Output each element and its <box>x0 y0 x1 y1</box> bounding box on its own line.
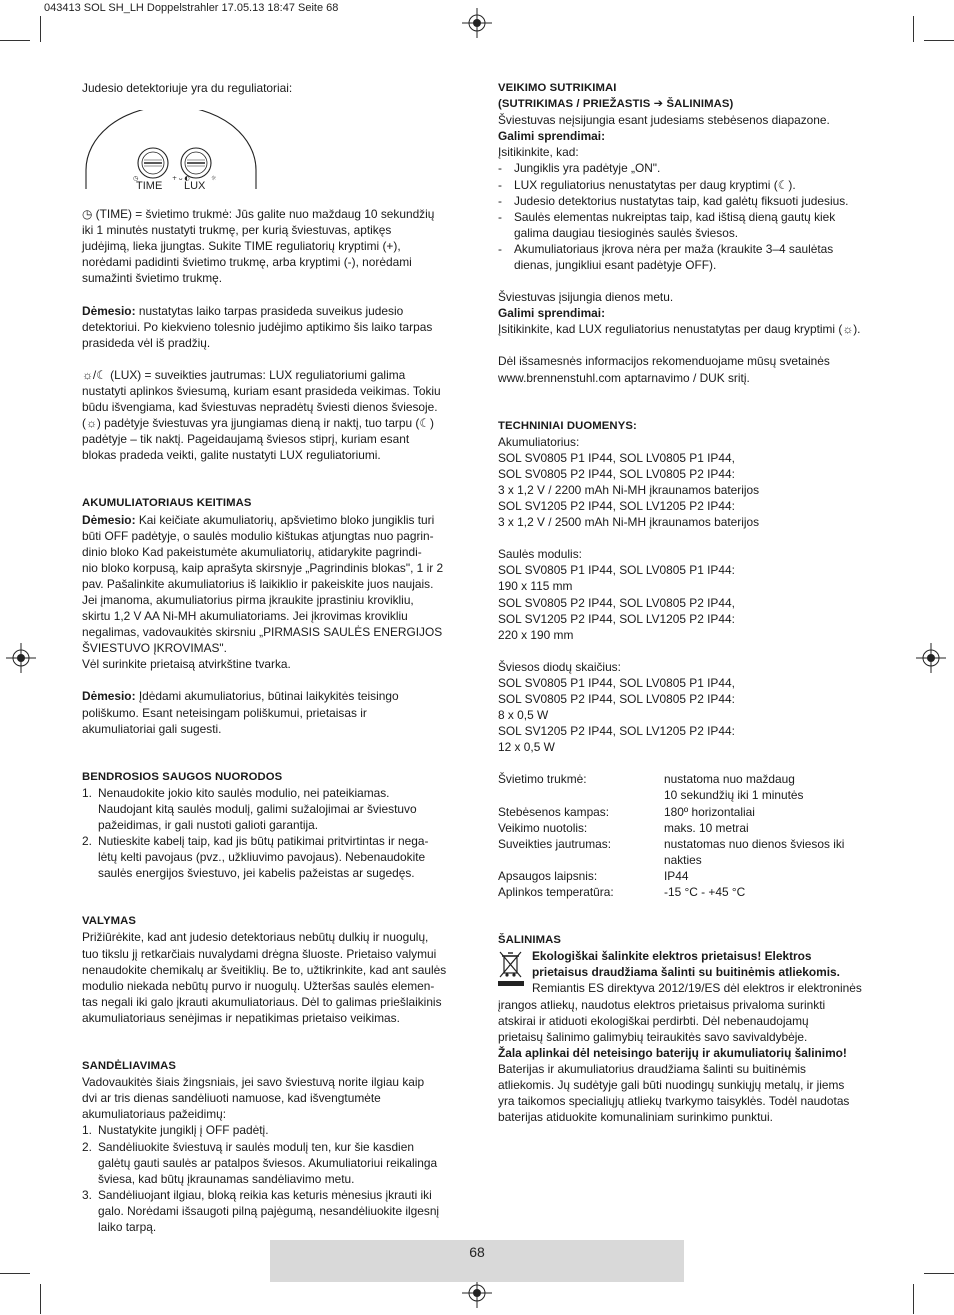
tech-heading: TECHNINIAI DUOMENYS: <box>498 419 637 432</box>
faults-subheading: (SUTRIKIMAS / PRIEŽASTIS ➔ ŠALINIMAS) <box>498 98 734 111</box>
storage-heading: SANDĖLIAVIMAS <box>82 1060 176 1073</box>
faults-heading: VEIKIMO SUTRIKIMAI <box>498 82 617 94</box>
svg-text:◷: ◷ <box>133 175 139 183</box>
svg-text:☼: ☼ <box>211 175 217 183</box>
spec-row: Veikimo nuotolis: maks. 10 metrai <box>498 820 749 835</box>
lux-dial-icon <box>181 148 211 178</box>
lux-paragraph: ☼/☾ (LUX) = suveikties jautrumas: LUX reguliatoriumi galima nustatyti aplinkos šviesumą, kuriam esant prasideda veikimas. Tokiu būdu išvengiama, kad šviestuvas nepradėtų šviesti dienos šviesoje. (☼) padėtyje šviestuvas yra įjungiamas dieną ir naktį, tuo tarpu (☾) padėtyje – tik naktį. Pageidaujamą šviesos stiprį, kuriam esant blokas pradeda veikti, galite nustatyti LUX reguliatoriumi. <box>82 367 441 463</box>
spec-row: Apsaugos laipsnis: IP44 <box>498 868 689 883</box>
page-number-box <box>270 1240 684 1282</box>
intro-text: Judesio detektoriuje yra du reguliatoriai: <box>82 81 293 95</box>
page-number: 68 <box>469 1244 485 1260</box>
list-item: - Jungiklis yra padėtyje „ON". <box>498 161 661 176</box>
print-slug: 043413 SOL SH_LH Doppelstrahler 17.05.13 18:47 Seite 68 <box>44 2 339 14</box>
list-item: 1. Nenaudokite jokio kito saulės modulio, nei pateikiamas. Naudojant kitą saulės modulį, galimi sužalojimai ar šviestuvo pažeidimas, ir gali nustoti galioti garantija. <box>82 785 417 832</box>
cleaning-section: VALYMAS Prižiūrėkite, kad ant judesio detektoriaus nebūtų dulkių ir nuogulų, tuo tikslu jį retkarčiais nuvalydami drėgna šluoste. Prietaiso valymui nenaudokite chemikalų ar šveitiklių. Be to, užtikrinkite, kad ant saulės modulio niekada nebūtų purvo ir nuogulų. Užteršas saulės elemen- tas negali iki galo įkrauti akumuliatoriaus. Dėl to galimas priešlaikinis akumuliatoriaus senėjimas ir nepatikimas prietaiso veikimas. <box>82 913 462 1026</box>
battery-section: AKUMULIATORIAUS KEITIMAS Dėmesio: Kai keičiate akumuliatorių, apšvietimo bloko jungiklis turi būti OFF padėtyje, o saulės modulio kištukas atjungtas nuo pagrin- dinio bloko Kad pakeistumėte akumuliatorių, atidarykite pagrindi- nio bloko korpusą, kaip aprašyta skirsnyje „Pagrindinis blokas", 1 ir 2 pav. Pašalinkite akumuliatorius iš laikiklio ir pakeiskite juos naujais. Jei įmanoma, akumuliatorius pirma įkraukite įprastiniu krovikliu, skirtu 1,2 V AA Ni-MH akumuliatoriams. Jei įkrovimas krovikliu negalimas, vadovaukitės skirsniu „PIRMASIS SAULĖS ENERGIJOS ŠVIESTUVO ĮKROVIMAS". Vėl surinkite prietaisą atvirkštine tvarka. Dėmesio: Įdėdami akumuliatorius, būtinai laikykitės teisingo poliškumo. Esant neteisingam poliškumui, prietaisas ir akumuliatoriai gali sugesti. <box>82 495 462 736</box>
lux-label: LUX <box>184 180 206 191</box>
battery-heading: AKUMULIATORIAUS KEITIMAS <box>82 497 252 510</box>
list-item: 2. Nutieskite kabelį taip, kad jis būtų patikimai pritvirtintas ir nega- lėtų kelti pavojaus (pvz., užkliuvimo pavojaus). Nebenaudokite saulės energijos šviestuvo, jei kabelis pažeistas ar sugedęs. <box>82 834 429 881</box>
list-item: 2. Sandėliuokite šviestuvą ir saulės modulį ten, kur šie kasdien galėtų gauti saulės ar patalpos šviesos. Akumuliatoriui reikalinga šviesa, kad būtų įkraunamas sandėliavimo metu. <box>82 1139 438 1186</box>
spec-row: Stebėsenos kampas: 180º horizontaliai <box>498 804 755 819</box>
registration-mark-right-icon <box>916 643 946 673</box>
left-column <box>82 80 462 1235</box>
registration-mark-left-icon <box>6 643 36 673</box>
tech-section: TECHNINIAI DUOMENYS: Akumuliatorius: SOL SV0805 P1 IP44, SOL LV0805 P1 IP44, SOL SV0805 P2 IP44, SOL LV0805 P2 IP44: 3 x 1,2 V / 2200 mAh Ni-MH įkraunamos baterijos SOL SV1205 P2 IP44, SOL LV1205 P2 IP44: 3 x 1,2 V / 2500 mAh Ni-MH įkraunamos baterijos Saulės modulis: SOL SV0805 P1 IP44, SOL LV0805 P1 IP44: 190 x 115 mm SOL SV0805 P2 IP44, SOL LV0805 P2 IP44, SOL SV1205 P2 IP44, SOL LV1205 P2 IP44: 220 x 190 mm Šviesos diodų skaičius: SOL SV0805 P1 IP44, SOL LV0805 P1 IP44, SOL SV0805 P2 IP44, SOL LV0805 P2 IP44: 8 x 0,5 W SOL SV1205 P2 IP44, SOL LV1205 P2 IP44: 12 x 0,5 W Švietimo trukmė: nustatoma nuo maždaug 10 sekundžių iki 1 minutės Stebėsenos kampas: 180º horizontaliai Veikimo nuotolis: maks. 10 metrai Suveikties jautrumas: nustatomas nuo dienos šviesos iki nakties Apsaugos laipsnis: IP44 Aplinkos temperatūra: -15 °C - +45 °C <box>498 418 878 901</box>
crop-mark <box>913 16 914 42</box>
attention-paragraph: Dėmesio: nustatytas laiko tarpas prasideda suveikus judesio detektoriui. Po kiekvieno tolesnio judėjimo aptikimo šis laiko tarpas prasideda vėl iš pradžių. <box>82 303 433 350</box>
registration-mark-top-icon <box>462 8 492 38</box>
spec-row: Švietimo trukmė: nustatoma nuo maždaug 10 sekundžių iki 1 minutės <box>498 772 804 803</box>
battery-warning: Žala aplinkai dėl neteisingo baterijų ir akumuliatorių šalinimo! <box>498 1045 847 1060</box>
disposal-section: ŠALINIMAS Ekologiškai šalinkite elektros prietaisus! Elektros prietaisus draudžiama šalinti su buitinėmis atliekomis. Remiantis ES direktyva 2012/19/ES dėl elektros ir elektroninės įrangos atliekų, naudotus elektros prietaisus privaloma surinkti atskirai ir atiduoti ekologiškai perdirbti. Dėl nebenaudojamų prietaisų šalinimo galimybių teiraukitės savo savivaldybėje. Žala aplinkai dėl neteisingo baterijų ir akumuliatorių šalinimo! Baterijas ir akumuliatorius draudžiama šalinti su buitinėmis atliekomis. Jų sudėtyje gali būti nuodingų sunkiųjų metalų, ir jiems yra taikomos specialiųjų atliekų tvarkymo taisyklės. Todėl naudotas baterijas atiduokite komunaliniam surinkimo punktui. <box>498 932 878 1125</box>
registration-mark-bottom-icon <box>462 1278 492 1308</box>
crop-mark <box>40 1284 41 1314</box>
safety-section <box>82 769 462 882</box>
crop-mark <box>924 40 954 41</box>
time-label: TIME <box>136 180 163 191</box>
crossed-bin-icon <box>498 950 524 986</box>
right-column <box>498 80 878 1125</box>
list-item: 3. Sandėliuojant ilgiau, bloką reikia kas keturis mėnesius įkrauti iki galo. Norėdami išsaugoti pilną pajėgumą, nesandėliuokite ilgesnį laiko tarpą. <box>82 1187 440 1234</box>
spec-row: Aplinkos temperatūra: -15 °C - +45 °C <box>498 885 746 900</box>
storage-section: SANDĖLIAVIMAS Vadovaukitės šiais žingsniais, jei savo šviestuvą norite ilgiau kaip dvi ar tris dienas sandėliuoti namuose, kad išvengtumėte akumuliatoriaus pažeidimų: 1. Nustatykite jungiklį į OFF padėtį. 2. Sandėliuokite šviestuvą ir saulės modulį ten, kur šie kasdien galėtų gauti saulės ar patalpos šviesos. Akumuliatoriui reikalinga šviesa, kad būtų įkraunamas sandėliavimo metu. 3. Sandėliuojant ilgiau, bloką reikia kas keturis mėnesius įkrauti iki galo. Norėdami išsaugoti pilną pajėgumą, nesandėliuokite ilgesnį laiko tarpą. <box>82 1058 462 1235</box>
crop-mark <box>913 1284 914 1314</box>
list-item: - LUX reguliatorius nenustatytas per daug kryptimi (☾). <box>498 177 796 192</box>
motion-detector-diagram <box>84 110 259 190</box>
list-item: 1. Nustatykite jungiklį į OFF padėtį. <box>82 1123 269 1138</box>
crop-mark <box>40 16 41 42</box>
safety-heading: BENDROSIOS SAUGOS NUORODOS <box>82 770 283 783</box>
crop-mark <box>0 1273 30 1274</box>
disposal-heading: ŠALINIMAS <box>498 934 562 947</box>
crop-mark <box>0 40 30 41</box>
list-item: - Akumuliatoriaus įkrova nėra per maža (kraukite 3–4 saulėtas dienas, jungikliui esant padėtyje OFF). <box>498 241 834 273</box>
cleaning-heading: VALYMAS <box>82 915 137 928</box>
time-paragraph: ◷ (TIME) = švietimo trukmė: Jūs galite nuo maždaug 10 sekundžių iki 1 minutės nustatyti trukmę, per kurią šviestuvas, aptikęs judėjimą, lieka įjungtas. Sukite TIME reguliatorių kryptimi (+), norėdami padidinti švietimo trukmę, arba kryptimi (-), norėdami sumažinti švietimo trukmę. <box>82 207 435 286</box>
svg-text:+ ᴗ ◐: + ᴗ ◐ <box>172 175 190 183</box>
spec-row: Suveikties jautrumas: nustatomas nuo dienos šviesos iki nakties <box>498 836 845 867</box>
list-item: - Judesio detektorius nustatytas taip, kad galėtų fiksuoti judesius. <box>498 193 849 208</box>
crop-mark <box>924 1273 954 1274</box>
faults-section: VEIKIMO SUTRIKIMAI (SUTRIKIMAS / PRIEŽASTIS ➔ ŠALINIMAS) Šviestuvas neįsijungia esant judesiams stebėsenos diapazone. Galimi sprendimai: Įsitikinkite, kad: - Jungiklis yra padėtyje „ON". - LUX reguliatorius nenustatytas per daug kryptimi (☾). - Judesio detektorius nustatytas taip, kad galėtų fiksuoti judesius. - Saulės elementas nukreiptas taip, kad ištisą dieną gautų kiek galima daugiau tiesioginės saulės šviesos. - Akumuliatoriaus įkrova nėra per maža (kraukite 3–4 saulėtas dienas, jungikliui esant padėtyje OFF). Šviestuvas įsijungia dienos metu. Galimi sprendimai: Įsitikinkite, kad LUX reguliatorius nenustatytas per daug kryptimi (☼). Dėl išsamesnės informacijos rekomenduojame mūsų svetainės www.brennenstuhl.com aptarnavimo / DUK sritį. <box>498 80 878 386</box>
list-item: - Saulės elementas nukreiptas taip, kad ištisą dieną gautų kiek galima daugiau tiesioginės saulės šviesos. <box>498 209 836 240</box>
time-dial-icon <box>138 148 168 178</box>
